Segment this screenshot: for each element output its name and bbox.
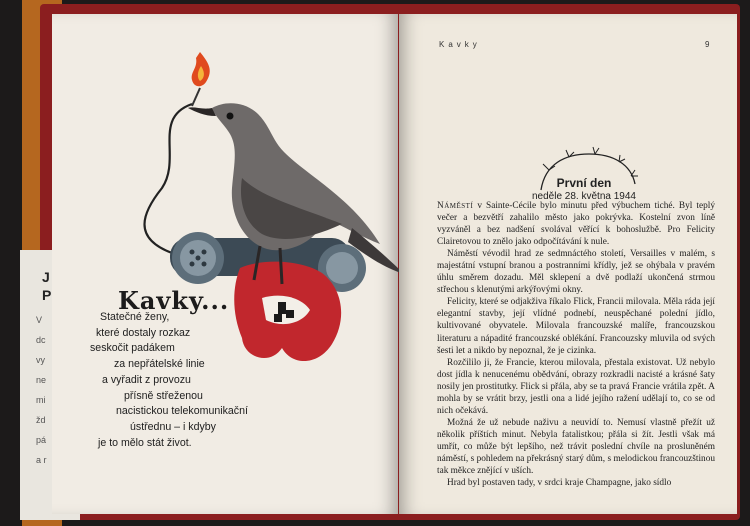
background-book-title: J P	[42, 269, 52, 303]
paragraph: Hrad byl postaven tady, v srdci kraje Champagne, jako sídlo	[447, 478, 672, 489]
blurb-line: ústřednu – i kdyby	[130, 420, 216, 433]
book-brand-title: Kavky...	[118, 286, 230, 315]
blurb-line: Statečné ženy,	[100, 311, 170, 323]
chapter-date: neděle 28. května 1944	[532, 191, 636, 202]
paragraph: Náměstí vévodil hrad ze sedmnáctého století, Versailles v malém, s majestátní vstupní branou a postranními křídly, jež se ohýbala v pravém úhlu směrem dozadu. Měl sklepení a dvě podlaží ukončená strmou střechou s klenutými arkýřovými okny.	[437, 249, 715, 296]
chapter-body	[437, 200, 715, 489]
paragraph-lead: Náměstí	[437, 201, 474, 211]
paragraph: Možná že už nebude naživu a neuvidí to. Nemusí vlastně přežít už několik příštích minut. Nebyla fatalistkou; přála si žít. Jestli však má umřít, co může být lepšího, než trávit poslední chvíle na prosluněném náměstí, s pohledem na překrásný starý dům, s melodickou francouzštinou tak měkce znějící v uších.	[437, 417, 715, 477]
blurb-line: a vyřadit z provozu	[102, 373, 191, 386]
cover-blurb	[90, 310, 270, 451]
blurb-line: seskočit padákem	[90, 342, 175, 355]
blurb-line: přísně střeženou	[124, 389, 203, 402]
blurb-line: které dostaly rozkaz	[96, 326, 191, 339]
blurb-line: je to mělo stát život.	[98, 436, 192, 449]
right-page	[399, 14, 737, 514]
left-page	[52, 14, 398, 514]
blurb-line: nacistickou telekomunikační	[116, 405, 248, 418]
blurb-line: za nepřátelské linie	[114, 358, 205, 371]
page-number: 9	[705, 40, 710, 49]
telephone-cord-icon	[145, 104, 193, 253]
paragraph: Rozčililo ji, že Francie, kterou milovala, přestala existovat. Už nebylo dost jídla k nenucenému obědvání, obrazy rozkradli nacisté a krásné šaty nosily jen prostitutky. Flick si přála, aby se ta pravá Francie vrátila zpět. A mohla by se vrátit brzy, jestli ona a lidé jejího ražení udělají to, co se od nich očekává.	[437, 357, 715, 416]
background-book-fragments: V dc vy ne mi žd pá a r	[36, 315, 47, 465]
running-head: Kavky	[439, 40, 481, 49]
paragraph: Felicity, které se odjakživa říkalo Flick, Francii milovala. Měla ráda její elegantní stavby, její vlídné podnebí, neuspěchané polední jídlo, kultivované obyvatele. Milovala francouzské malíře, francouzskou literaturu a nápadité francouzské oblékání. Francouzsky mluvila od svých šesti let a nikdo by nepoznal, že je cizinka.	[437, 297, 715, 356]
chapter-title: První den	[556, 176, 612, 190]
paragraph: Náměstí v Sainte-Cécile bylo minutu před výbuchem tiché. Byl teplý večer a bezvětří zahalilo město jako pokrývka. Kostelní zvon líně vyzváněl a bez nadšení svolával věřící k bohoslužbě. Pro Felicity Clairetovou to znělo jako odpočítávání k nule.	[437, 201, 715, 248]
chapter-heading	[509, 156, 659, 202]
